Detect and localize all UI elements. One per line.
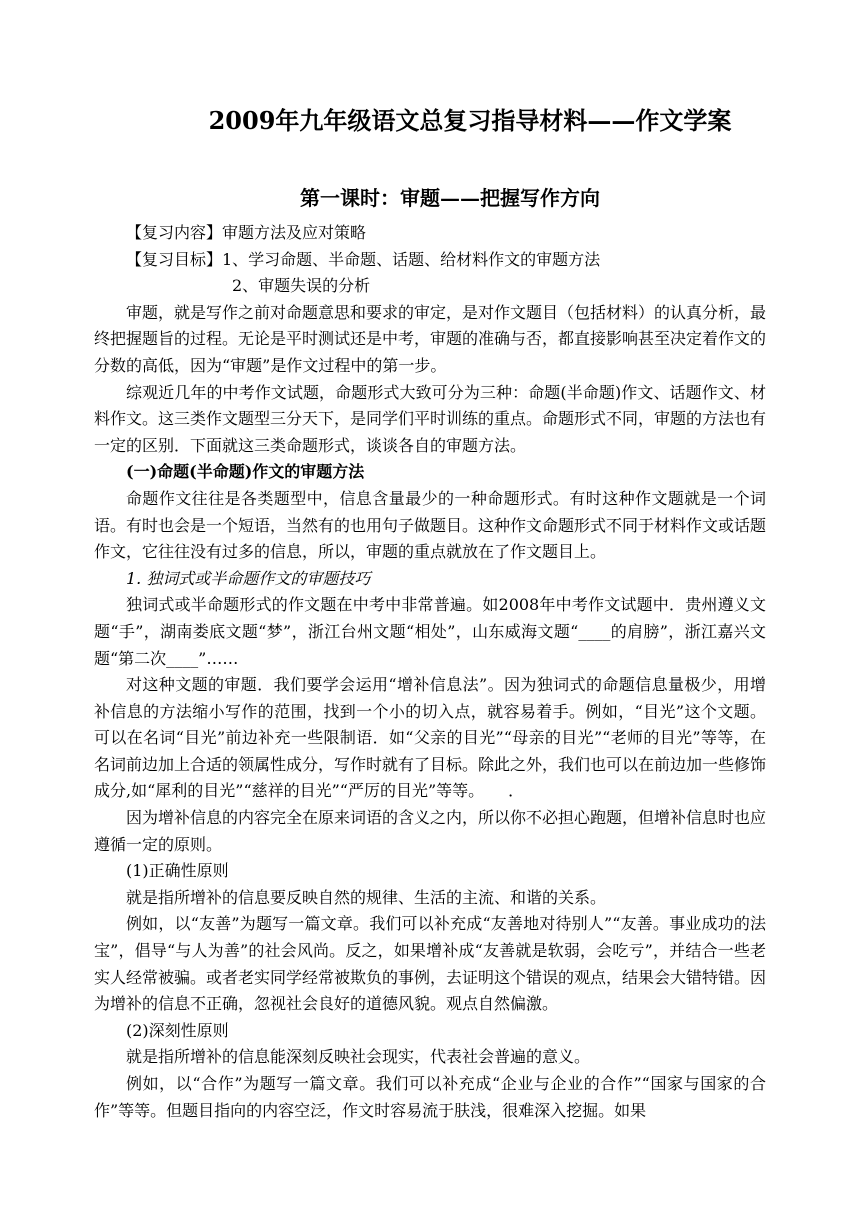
principle-heading: (2)深刻性原则 (126, 1020, 229, 1040)
paragraph: 因为增补信息的内容完全在原来词语的含义之内，所以你不必担心跑题，但增补信息时也应遵循一定的原则。 (94, 808, 767, 854)
document-title: 2009年九年级语文总复习指导材料——作文学案 (208, 106, 732, 135)
principle-heading: (1)正确性原则 (126, 861, 229, 881)
paragraph: 【复习内容】审题方法及应对策略 (126, 223, 367, 242)
paragraph: 命题作文往往是各类题型中，信息含量最少的一种命题形式。有时这种作文题就是一个词语。有时也会是一个短语，当然有的也用句子做题目。这种作文命题形式不同于材料作文或话题作文，它往往没有过多的信息，所以，审题的重点就放在了作文题目上。 (94, 488, 767, 562)
paragraph: 就是指所增补的信息能深刻反映社会现实，代表社会普遍的意义。 (126, 1047, 591, 1067)
paragraph: 对这种文题的审题．我们要学会运用“增补信息法”。因为独词式的命题信息量极少，用增补信息的方法缩小写作的范围，找到一个小的切入点，就容易着手。例如，“目光”这个文题。可以在名词“目光”前边补充一些限制语．如“父亲的目光”“母亲的目光”“老师的目光”等等，在名词前边加上合适的领属性成分，写作时就有了目标。除此之外，我们也可以在前边加一些修饰成分,如“犀利的目光”“慈祥的目光”“严厉的目光”等等。 ． (94, 675, 767, 801)
paragraph: 就是指所增补的信息要反映自然的规律、生活的主流、和谐的关系。 (126, 887, 607, 907)
paragraph: 2、审题失误的分析 (232, 276, 371, 296)
example-paragraph: 例如，以“合作”为题写一篇文章。我们可以补充成“企业与企业的合作”“国家与国家的合作”等等。但题目指向的内容空泛，作文时容易流于肤浅，很难深入挖掘。如果 (94, 1074, 766, 1120)
paragraph: 综观近几年的中考作文试题，命题形式大致可分为三种：命题(半命题)作文、话题作文、材料作文。这三类作文题型三分天下，是同学们平时训练的重点。命题形式不同，审题的方法也有一定的区别．下面就这三类命题形式，谈谈各自的审题方法。 (94, 382, 767, 455)
example-paragraph: 例如，以“友善”为题写一篇文章。我们可以补充成“友善地对待别人”“友善。事业成功的法宝”，倡导“与人为善”的社会风尚。反之，如果增补成“友善就是软弱，会吃亏”，并结合一些老实人经常被骗。或者老实同学经常被欺负的事例，去证明这个错误的观点，结果会大错特错。因为增补的信息不正确，忽视社会良好的道德风貌。观点自然偏激。 (94, 914, 767, 1014)
subsection-heading: 1. 独词式或半命题作文的审题技巧 (126, 568, 371, 588)
paragraph: 【复习目标】1、学习命题、半命题、话题、给材料作文的审题方法 (126, 249, 601, 269)
lesson-subtitle: 第一课时：审题——把握写作方向 (300, 186, 600, 210)
document-body (94, 220, 766, 1124)
paragraph: 审题，就是写作之前对命题意思和要求的审定，是对作文题目（包括材料）的认真分析，最终把握题旨的过程。无论是平时测试还是中考，审题的准确与否，都直接影响甚至决定着作文的分数的高低，因为“审题”是作文过程中的第一步。 (94, 302, 767, 375)
paragraph: 独词式或半命题形式的作文题在中考中非常普遍。如2008年中考作文试题中．贵州遵义文题“手”，湖南娄底文题“梦”，浙江台州文题“相处”，山东威海文题“____的肩膀”，浙江嘉兴文题“第二次____”…… (94, 595, 766, 668)
section-heading: (一)命题(半命题)作文的审题方法 (126, 462, 365, 482)
